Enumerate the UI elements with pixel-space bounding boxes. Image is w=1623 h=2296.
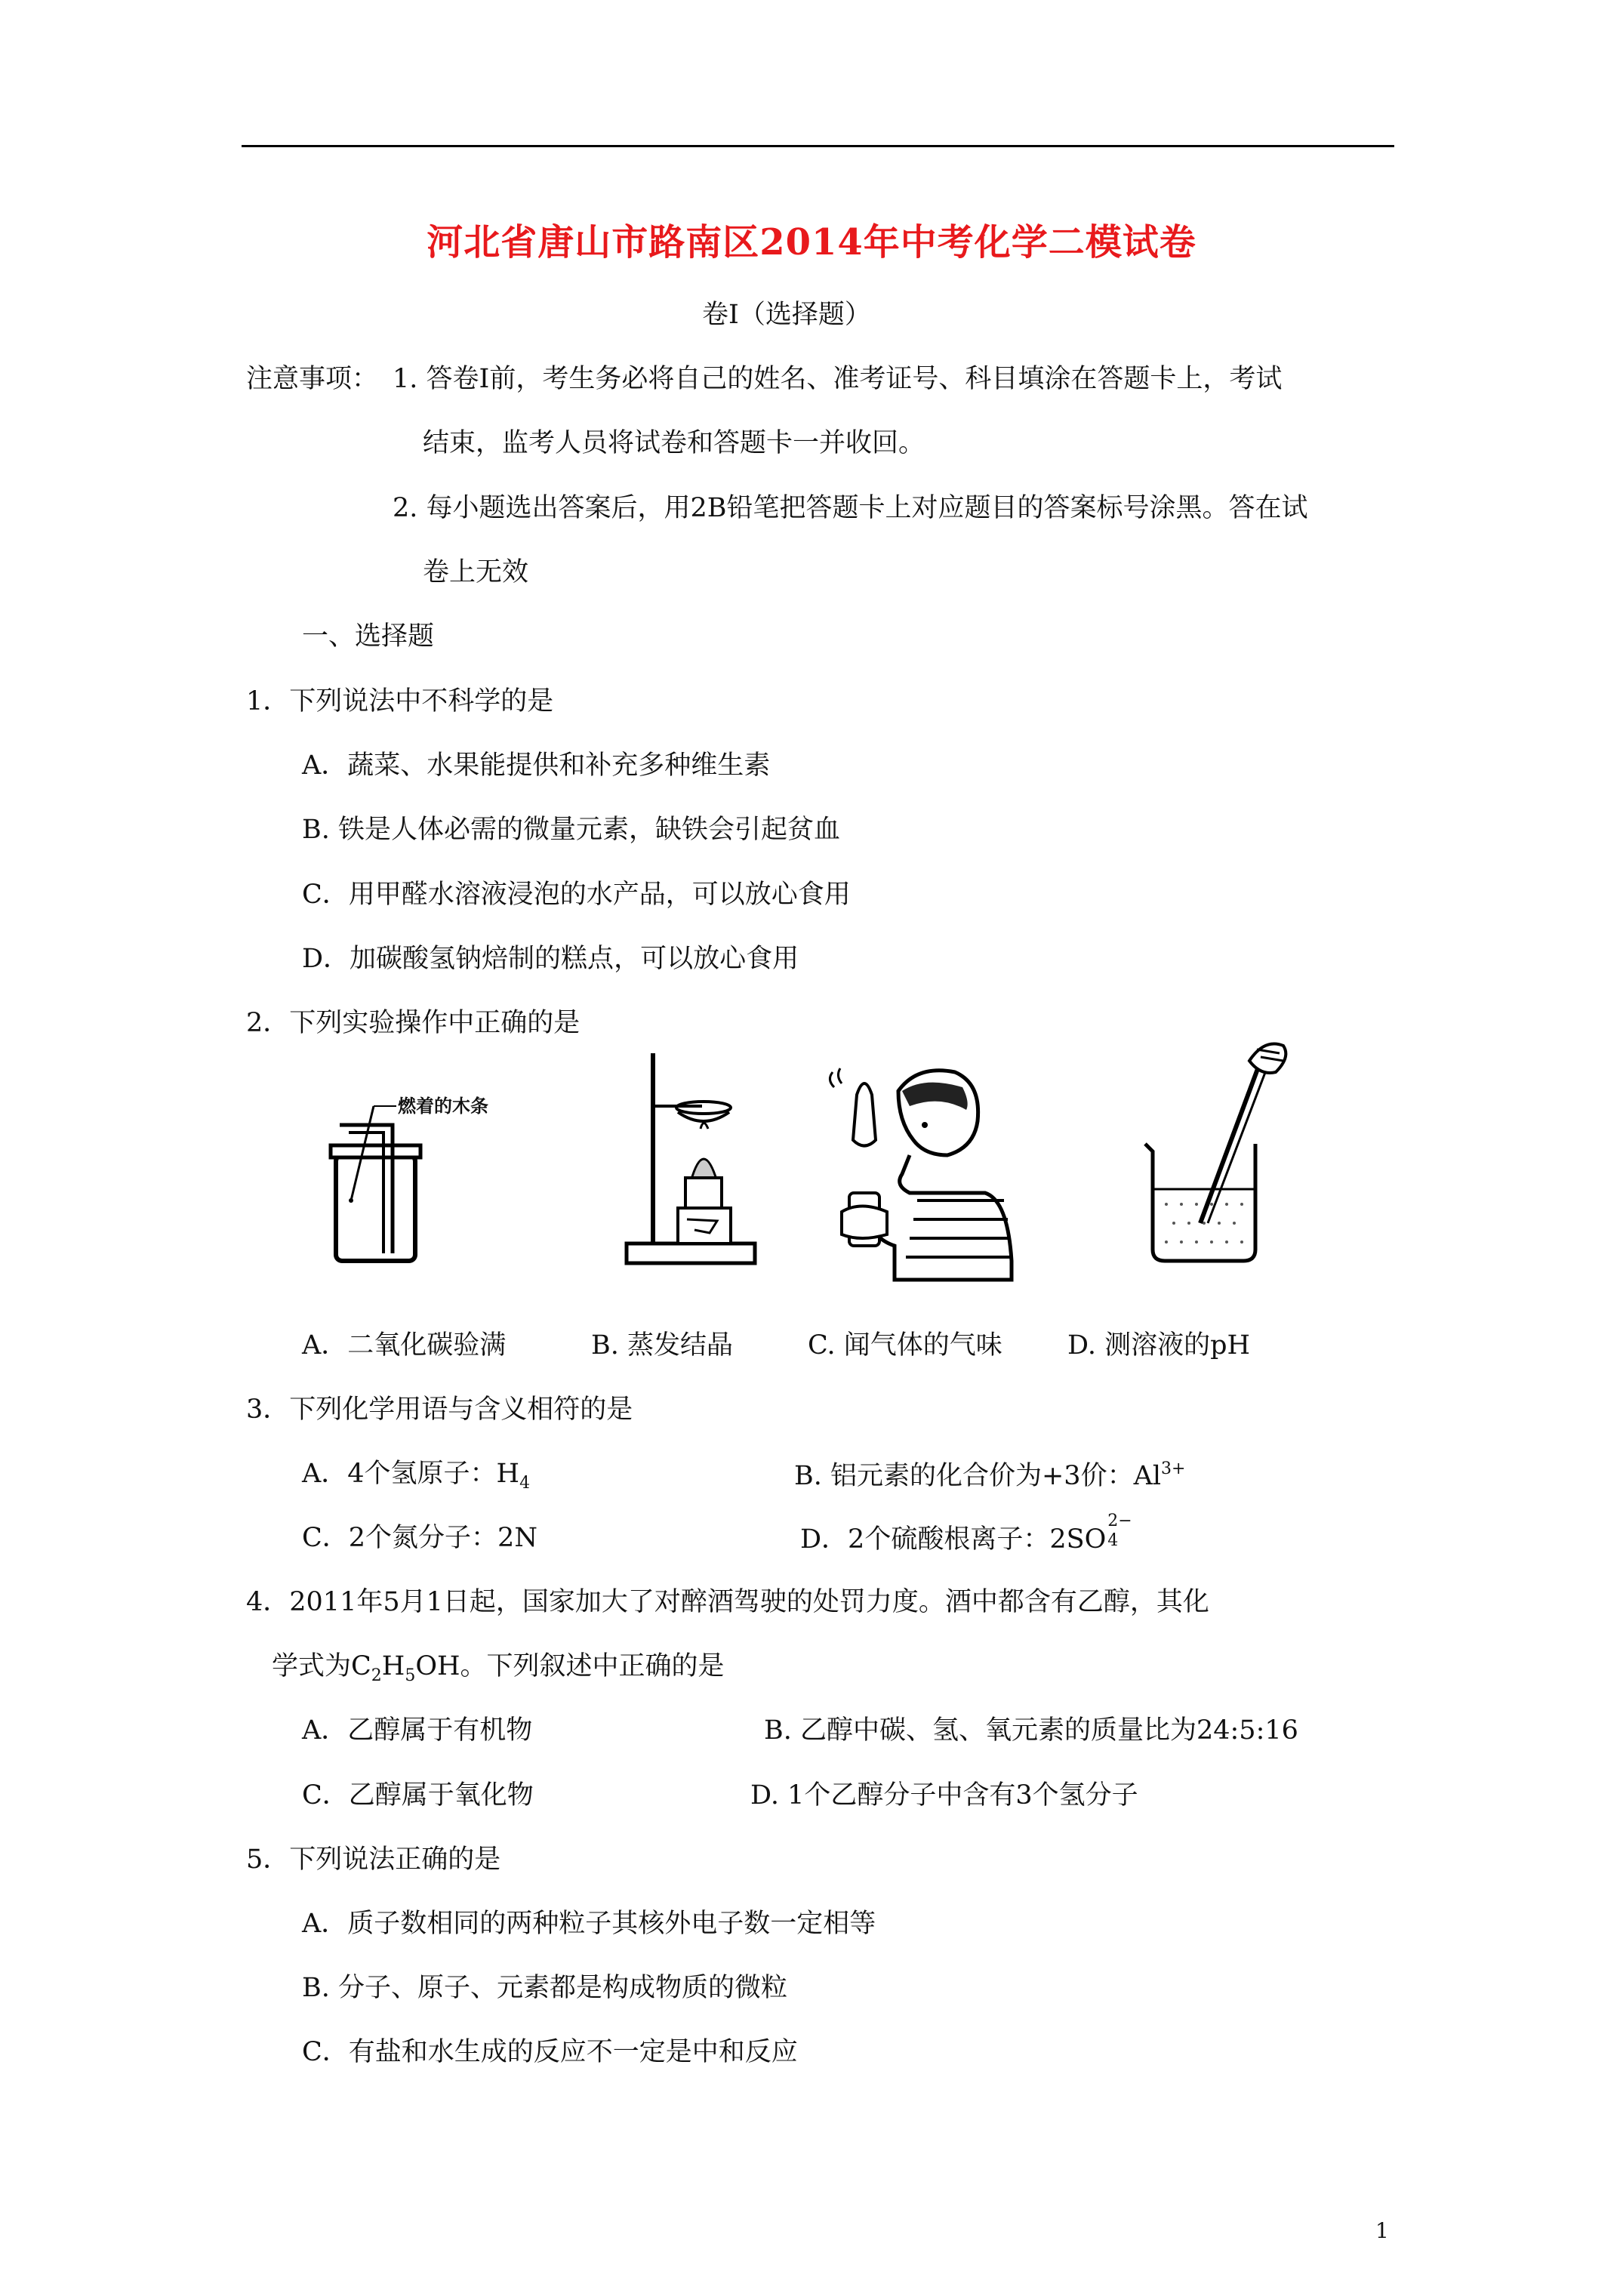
q2-option-c: C. 闻气体的气味 <box>808 1330 1002 1361</box>
q2-option-d: D. 测溶液的pH <box>1067 1330 1250 1361</box>
burning-stick-label: 燃着的木条 <box>398 1095 488 1117</box>
q1-option-b: B. 铁是人体必需的微量元素，缺铁会引起贫血 <box>302 815 840 845</box>
q5-option-c: C．有盐和水生成的反应不一定是中和反应 <box>302 2037 798 2067</box>
evaporation-figure <box>611 1046 762 1272</box>
q5-option-a: A．质子数相同的两种粒子其核外电子数一定相等 <box>302 1909 876 1939</box>
q3-option-b: B. 铝元素的化合价为+3价：$Al^{3+}$ <box>794 1459 1186 1491</box>
notice-heading: 注意事项： <box>246 364 379 394</box>
notice-item1-line2: 结束，监考人员将试卷和答题卡一并收回。 <box>423 428 925 458</box>
ph-test-figure <box>1136 1031 1295 1265</box>
q4-option-d: D. 1个乙醇分子中含有3个氢分子 <box>750 1780 1138 1811</box>
q3-option-c: C．2个氮分子：2N <box>302 1523 537 1553</box>
q1-option-d: D．加碳酸氢钠焙制的糕点，可以放心食用 <box>302 944 799 974</box>
notice-item2-line1: 2. 每小题选出答案后，用2B铅笔把答题卡上对应题目的答案标号涂黑。答在试 <box>393 493 1308 523</box>
part-heading: 一、选择题 <box>302 621 435 652</box>
header-rule <box>242 145 1394 147</box>
q4-option-a: A．乙醇属于有机物 <box>302 1715 533 1746</box>
q2-option-b: B. 蒸发结晶 <box>591 1330 733 1361</box>
smelling-gas-figure <box>819 1049 1019 1284</box>
q2-stem: 2．下列实验操作中正确的是 <box>246 1008 581 1038</box>
co2-full-test-figure <box>317 1061 544 1265</box>
q1-option-a: A．蔬菜、水果能提供和补充多种维生素 <box>302 750 771 781</box>
q1-stem: 1．下列说法中不科学的是 <box>246 686 554 717</box>
page-number: 1 <box>1375 2218 1389 2243</box>
notice-item1-line1: 1. 答卷Ⅰ前，考生务必将自己的姓名、准考证号、科目填涂在答题卡上，考试 <box>393 364 1283 394</box>
page-title: 河北省唐山市路南区2014年中考化学二模试卷 <box>427 221 1196 264</box>
notice-item2-line2: 卷上无效 <box>423 557 529 587</box>
section-label: 卷Ⅰ（选择题） <box>702 300 871 330</box>
q1-option-c: C．用甲醛水溶液浸泡的水产品，可以放心食用 <box>302 880 851 910</box>
q3-option-a: A．4个氢原子：$H_4$ <box>302 1459 531 1493</box>
q5-option-b: B. 分子、原子、元素都是构成物质的微粒 <box>302 1973 787 2003</box>
q4-option-b: B. 乙醇中碳、氢、氧元素的质量比为24:5:16 <box>764 1715 1298 1746</box>
q4-stem-line1: 4．2011年5月1日起，国家加大了对醉酒驾驶的处罚力度。酒中都含有乙醇，其化 <box>246 1587 1209 1617</box>
q5-stem: 5．下列说法正确的是 <box>246 1845 501 1875</box>
q2-option-a: A．二氧化碳验满 <box>302 1330 507 1361</box>
q4-stem-line2: 学式为$C_2H_5OH$。下列叙述中正确的是 <box>272 1651 725 1685</box>
q4-option-c: C．乙醇属于氧化物 <box>302 1780 534 1811</box>
q3-stem: 3．下列化学用语与含义相符的是 <box>246 1395 633 1425</box>
q3-option-d: D．2个硫酸根离子：2SO 4 2− <box>800 1512 1132 1555</box>
